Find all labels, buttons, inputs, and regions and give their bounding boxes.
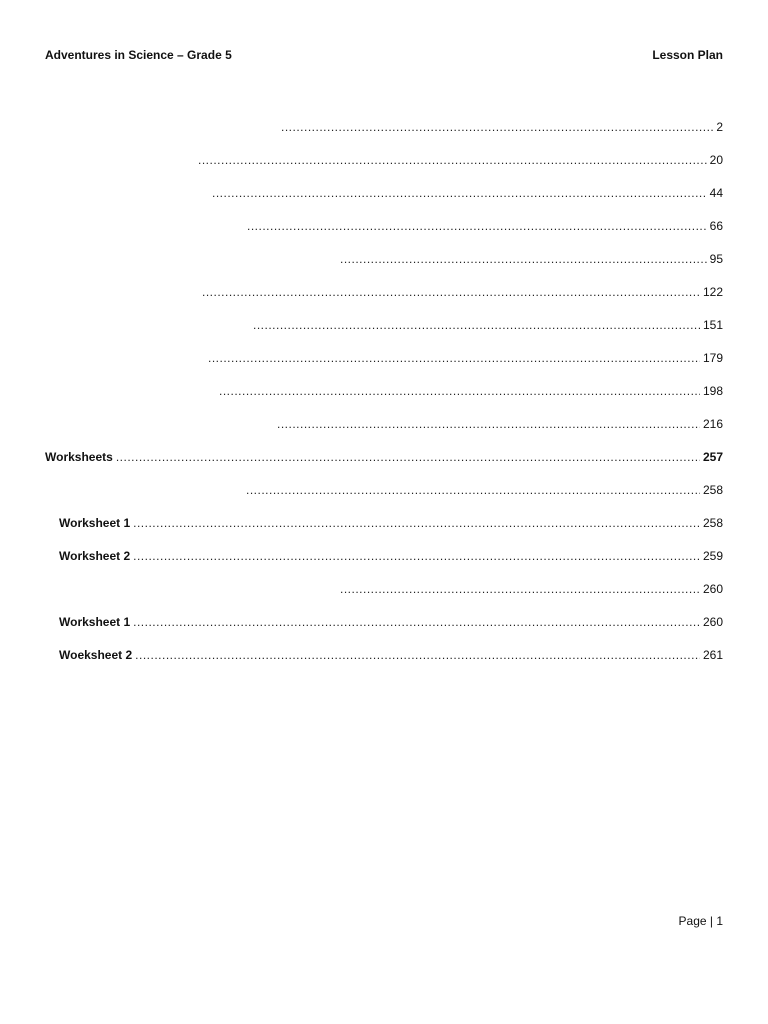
toc-entry-worksheet[interactable] <box>45 548 723 581</box>
header-doc-type: Lesson Plan <box>652 48 723 62</box>
toc-dot-leader <box>246 482 700 498</box>
toc-entry[interactable] <box>45 152 723 185</box>
toc-dot-leader <box>116 449 700 465</box>
toc-entry-page: 198 <box>702 384 723 398</box>
toc-dot-leader <box>212 185 707 201</box>
toc-entry-worksheet[interactable] <box>45 614 723 647</box>
toc-entry-page: 260 <box>702 582 723 596</box>
toc-dot-leader <box>219 383 700 399</box>
toc-entry-page: 258 <box>702 483 723 497</box>
toc-entry-label: Worksheet 2 <box>59 549 131 563</box>
toc-entry-worksheet[interactable] <box>45 515 723 548</box>
toc-entry-label: Worksheets <box>45 450 113 464</box>
toc-entry-page: 2 <box>716 120 723 134</box>
toc-dot-leader <box>198 152 707 168</box>
toc-entry-page: 122 <box>702 285 723 299</box>
toc-entry-page: 257 <box>702 450 723 464</box>
toc-dot-leader <box>247 218 707 234</box>
toc-entry-label: Woeksheet 2 <box>59 648 133 662</box>
toc-entry[interactable] <box>45 383 723 416</box>
toc-dot-leader <box>340 251 707 267</box>
toc-dot-leader <box>253 317 700 333</box>
toc-dot-leader <box>277 416 700 432</box>
toc-entry-page: 66 <box>709 219 723 233</box>
toc-entry[interactable] <box>45 416 723 449</box>
toc-dot-leader <box>133 614 700 630</box>
toc-entry[interactable] <box>45 581 723 614</box>
toc-entry[interactable] <box>45 482 723 515</box>
toc-entry-page: 44 <box>709 186 723 200</box>
toc-entry-label: Worksheet 1 <box>59 615 131 629</box>
toc-entry-page: 95 <box>709 252 723 266</box>
header-title: Adventures in Science – Grade 5 <box>45 48 232 62</box>
toc-dot-leader <box>208 350 700 366</box>
toc-entry-page: 258 <box>702 516 723 530</box>
toc-dot-leader <box>340 581 700 597</box>
toc-dot-leader <box>281 119 713 135</box>
toc-entry[interactable] <box>45 185 723 218</box>
toc-entry-page: 151 <box>702 318 723 332</box>
toc-entry-page: 20 <box>709 153 723 167</box>
toc-dot-leader <box>135 647 700 663</box>
toc-entry[interactable] <box>45 218 723 251</box>
toc-entry[interactable] <box>45 284 723 317</box>
toc-entry-page: 260 <box>702 615 723 629</box>
toc-entry-page: 261 <box>702 648 723 662</box>
toc-entry-page: 216 <box>702 417 723 431</box>
toc-entry-worksheet[interactable] <box>45 647 723 680</box>
toc-entry[interactable] <box>45 251 723 284</box>
table-of-contents <box>45 119 723 680</box>
toc-entry[interactable] <box>45 350 723 383</box>
toc-entry-label: Worksheet 1 <box>59 516 131 530</box>
toc-entry[interactable] <box>45 317 723 350</box>
toc-entry-worksheets[interactable] <box>45 449 723 482</box>
toc-dot-leader <box>133 515 700 531</box>
toc-dot-leader <box>202 284 700 300</box>
page-number: Page | 1 <box>678 914 723 928</box>
toc-entry-page: 179 <box>702 351 723 365</box>
toc-dot-leader <box>133 548 700 564</box>
toc-entry[interactable] <box>45 119 723 152</box>
toc-entry-page: 259 <box>702 549 723 563</box>
